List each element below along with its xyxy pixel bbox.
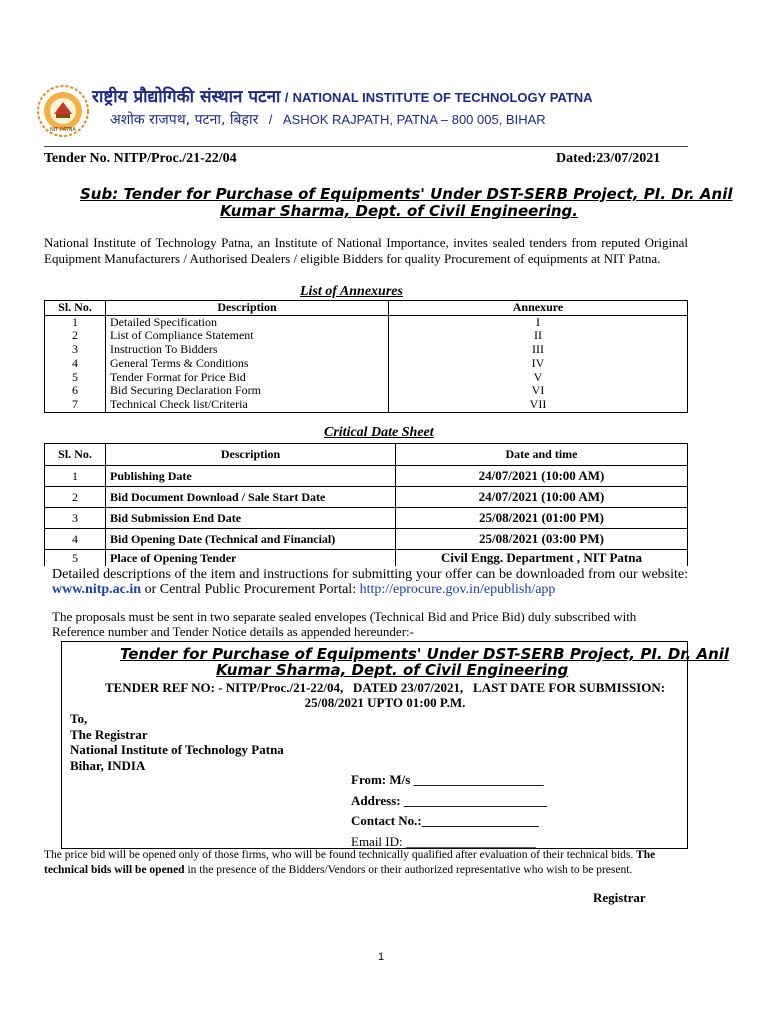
note-text-1: The price bid will be opened only of those firms, who will be found technically qualified after evaluation of their technical bids. [44, 849, 637, 861]
critical-date-date-cell: Civil Engg. Department , NIT Patna [396, 550, 688, 567]
annexure-desc-cell: General Terms & Conditions [106, 357, 389, 371]
critical-dates-caption: Critical Date Sheet [324, 425, 434, 440]
table-row [45, 487, 688, 508]
critical-date-sl-cell: 5 [45, 550, 106, 567]
website-link[interactable]: www.nitp.ac.in [52, 582, 142, 597]
address-separator: / [268, 112, 273, 127]
table-row [45, 329, 688, 343]
annexure-sl-cell: 3 [45, 343, 106, 357]
recipient-title: The Registrar [70, 726, 148, 742]
annexures-caption: List of Annexures [300, 284, 403, 299]
column-header: Description [106, 444, 396, 466]
critical-date-sl-cell: 2 [45, 487, 106, 508]
download-instructions [52, 567, 688, 597]
reference-line-2: 25/08/2021 UPTO 01:00 P.M. [304, 695, 466, 710]
envelope-title-line-2: Kumar Sharma, Dept. of Civil Engineering [216, 661, 569, 679]
critical-date-sl-cell: 4 [45, 529, 106, 550]
price-bid-note [44, 848, 692, 877]
table-header-row [45, 444, 688, 466]
reference-line-1: TENDER REF NO: - NITP/Proc./21-22/04, DATED 23/07/2021, LAST DATE FOR SUBMISSION: [104, 680, 666, 695]
envelope-title-line-1: Tender for Purchase of Equipments' Under DST-SERB Project, PI. Dr. Anil [120, 645, 730, 663]
annexure-sl-cell: 1 [45, 315, 106, 329]
tender-date: Dated:23/07/2021 [556, 151, 661, 166]
annexure-sl-cell: 5 [45, 371, 106, 385]
column-header: Sl. No. [45, 301, 106, 316]
email-field: Email ID: ____________________ [351, 833, 536, 849]
subject-line-2: Kumar Sharma, Dept. of Civil Engineering. [220, 202, 578, 220]
critical-date-desc-cell: Publishing Date [106, 466, 396, 487]
annexure-desc-cell: Detailed Specification [106, 315, 389, 329]
proposal-paragraph: The proposals must be sent in two separate sealed envelopes (Technical Bid and Price Bid) duly subscribed with Reference number and Tender Notice details as appended hereunder:- [52, 609, 637, 639]
tender-reference [61, 680, 709, 710]
column-header: Description [106, 301, 389, 316]
critical-date-sl-cell: 3 [45, 508, 106, 529]
table-row [45, 384, 688, 398]
annexure-sl-cell: 4 [45, 357, 106, 371]
annexures-table [44, 300, 688, 413]
annexure-sl-cell: 7 [45, 398, 106, 412]
table-row [45, 343, 688, 357]
annexure-annex-cell: V [389, 371, 688, 385]
annexure-sl-cell: 6 [45, 384, 106, 398]
critical-date-desc-cell: Bid Opening Date (Technical and Financial) [106, 529, 396, 550]
table-row [45, 357, 688, 371]
page-number: 1 [378, 951, 385, 963]
table-row [45, 508, 688, 529]
annexure-desc-cell: Bid Securing Declaration Form [106, 384, 389, 398]
table-row [45, 371, 688, 385]
critical-date-desc-cell: Place of Opening Tender [106, 550, 396, 567]
table-row [45, 529, 688, 550]
institute-name-hindi: राष्ट्रीय प्रौद्योगिकी संस्थान पटना [92, 87, 281, 107]
nit-patna-logo [36, 84, 90, 138]
table-row [45, 315, 688, 329]
institute-address-line [110, 110, 546, 129]
note-bold: The technical bids will be opened [44, 849, 656, 876]
annexure-annex-cell: I [389, 315, 688, 329]
table-header-row [45, 301, 688, 316]
annexure-desc-cell: Technical Check list/Criteria [106, 398, 389, 412]
note-text-2: in the presence of the Bidders/Vendors or their authorized representative who wish to be present. [184, 863, 633, 876]
sender-details [351, 770, 547, 852]
address-hindi: अशोक राजपथ, पटना, बिहार [110, 112, 259, 128]
critical-date-date-cell: 24/07/2021 (10:00 AM) [396, 487, 688, 508]
intro-paragraph: National Institute of Technology Patna, an Institute of National Importance, invites sealed tenders from reputed Original Equipment Manufacturers / Authorised Dealers / eligible Bidders for quality Procurement of equipments at NIT Patna. [44, 235, 688, 266]
critical-date-desc-cell: Bid Document Download / Sale Start Date [106, 487, 396, 508]
portal-text: or Central Public Procurement Portal: [141, 582, 360, 597]
annexure-annex-cell: IV [389, 357, 688, 371]
download-text: Detailed descriptions of the item and instructions for submitting your offer can be downloaded from our website: [52, 567, 688, 582]
annexure-annex-cell: VII [389, 398, 688, 412]
header-separator: / [284, 90, 289, 105]
recipient-institute: National Institute of Technology Patna [70, 742, 284, 757]
from-field: From: M/s ____________________ [351, 772, 544, 787]
critical-dates-table [44, 443, 688, 566]
critical-date-sl-cell: 1 [45, 466, 106, 487]
critical-date-desc-cell: Bid Submission End Date [106, 508, 396, 529]
contact-field: Contact No.:__________________ [351, 813, 539, 828]
annexure-annex-cell: VI [389, 384, 688, 398]
annexure-desc-cell: Instruction To Bidders [106, 343, 389, 357]
table-row [45, 398, 688, 412]
address-english: ASHOK RAJPATH, PATNA – 800 005, BIHAR [282, 112, 546, 127]
tender-number: Tender No. NITP/Proc./21-22/04 [44, 151, 237, 166]
critical-date-date-cell: 24/07/2021 (10:00 AM) [396, 466, 688, 487]
to-label: To, [70, 711, 88, 726]
logo-text: NIT PATNA [50, 127, 76, 133]
portal-link[interactable]: http://eprocure.gov.in/epublish/app [359, 582, 556, 597]
column-header: Sl. No. [45, 444, 106, 466]
recipient-address [70, 711, 284, 773]
column-header: Date and time [396, 444, 688, 466]
annexure-desc-cell: Tender Format for Price Bid [106, 371, 389, 385]
annexure-sl-cell: 2 [45, 329, 106, 343]
annexure-annex-cell: III [389, 343, 688, 357]
table-row [45, 550, 688, 567]
institute-name-line [92, 84, 732, 107]
column-header: Annexure [389, 301, 688, 316]
institute-name-english: NATIONAL INSTITUTE OF TECHNOLOGY PATNA [292, 90, 593, 105]
critical-date-date-cell: 25/08/2021 (01:00 PM) [396, 508, 688, 529]
address-field: Address: ______________________ [351, 792, 547, 808]
signoff: Registrar [593, 890, 646, 905]
table-row [45, 466, 688, 487]
header-divider [44, 146, 688, 147]
annexure-desc-cell: List of Compliance Statement [106, 329, 389, 343]
critical-date-date-cell: 25/08/2021 (03:00 PM) [396, 529, 688, 550]
recipient-location: Bihar, INDIA [70, 757, 146, 773]
annexure-annex-cell: II [389, 329, 688, 343]
subject-line-1: Sub: Tender for Purchase of Equipments' Under DST-SERB Project, PI. Dr. Anil [80, 185, 733, 203]
